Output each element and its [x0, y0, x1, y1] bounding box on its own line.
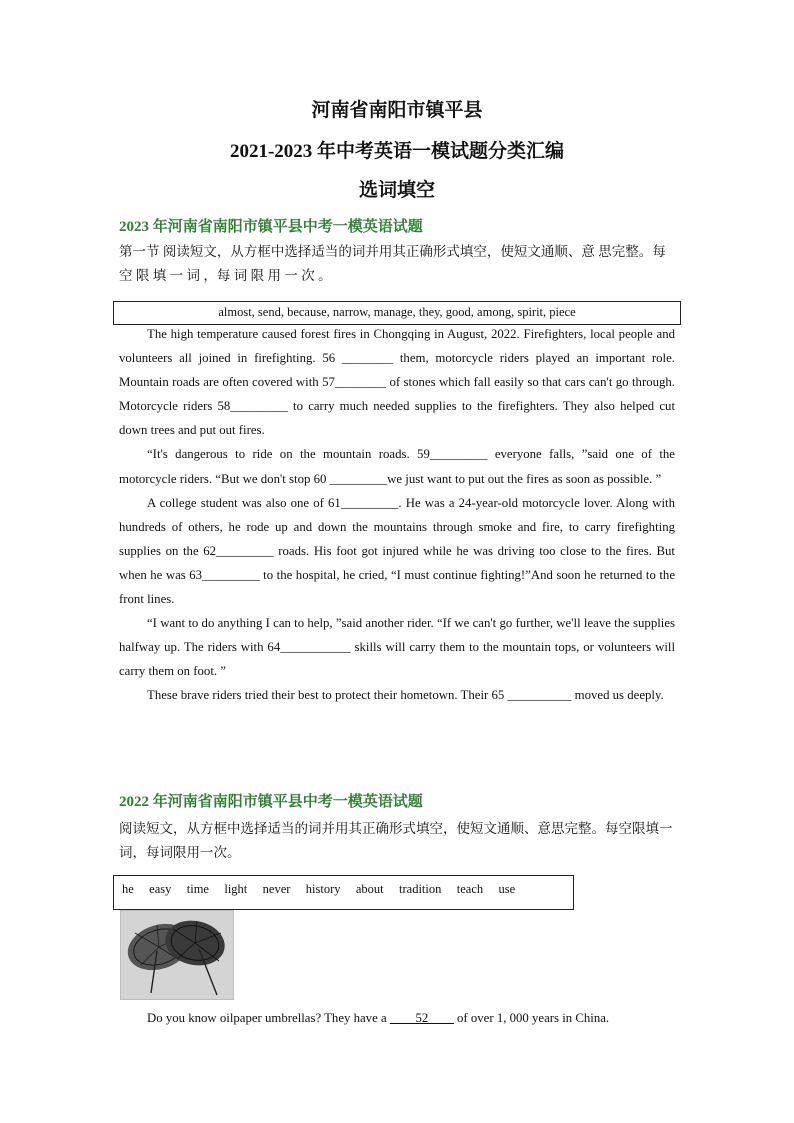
section-2023-instruction: 第一节 阅读短文，从方框中选择适当的词并用其正确形式填空，使短文通顺、意 思完整。每空 限 填 一 词 ，每 词 限 用 一 次 。 [119, 244, 666, 283]
section-2022-instruction: 阅读短文，从方框中选择适当的词并用其正确形式填空，使短文通顺、意思完整。每空限填一词，每词限用一次。 [119, 821, 673, 860]
passage-paragraph: “I want to do anything I can to help, ”said another rider. “If we can't go further, we'll leave the supplies halfway up. The riders with 64___________ skills will carry them to the mountain tops, or volunteers will carry them on foot. ” [119, 616, 675, 679]
section-2022-word-box: he easy time light never history about tradition teach use [113, 875, 574, 910]
oilpaper-umbrella-image [120, 910, 234, 1000]
section-2022-first-sentence [119, 1006, 675, 1030]
document-title-subject: 2021-2023 年中考英语一模试题分类汇编 [229, 141, 565, 162]
passage-paragraph: “It's dangerous to ride on the mountain roads. 59_________ everyone falls, ”said one of the motorcycle riders. “But we don't stop 60 _________we just want to put out the fires as soon as possible. ” [119, 447, 675, 486]
section-2022-heading: 2022 年河南省南阳市镇平县中考一模英语试题 [119, 794, 423, 810]
passage-paragraph: A college student was also one of 61_________. He was a 24-year-old motorcycle lover. Along with hundreds of others, he rode up and down the mountains through smoke and fire, to carry firefighting supplies on the 62_________ roads. His foot got injured while he was driving too close to the fires. But when he was 63_________ to the hospital, he cried, “I must continue fighting!”And soon he returned to the front lines. [119, 495, 675, 607]
passage-paragraph: These brave riders tried their best to protect their hometown. Their 65 __________ moved us deeply. [147, 688, 664, 703]
passage-paragraph: The high temperature caused forest fires in Chongqing in August, 2022. Firefighters, local people and volunteers all joined in firefighting. 56 ________ them, motorcycle riders played an important role. Mountain roads are often covered with 57________ of stones which fall easily so that cars can't go through. Motorcycle riders 58_________ to carry much needed supplies to the firefighters. They also helped cut down trees and put out fires. [119, 327, 675, 438]
section-2023-passage [119, 322, 675, 708]
section-2023-heading: 2023 年河南省南阳市镇平县中考一模英语试题 [119, 219, 423, 235]
document-title-region: 河南省南阳市镇平县 [311, 100, 483, 121]
section-2023-word-box: almost, send, because, narrow, manage, they, good, among, spirit, piece [113, 301, 681, 325]
umbrella-illustration [121, 911, 233, 999]
sentence-start: Do you know oilpaper umbrellas? They have a [147, 1011, 390, 1025]
blank-52: ____52____ [389, 1011, 454, 1025]
document-title-topic: 选词填空 [358, 180, 435, 201]
sentence-end: of over 1, 000 years in China. [453, 1011, 610, 1025]
